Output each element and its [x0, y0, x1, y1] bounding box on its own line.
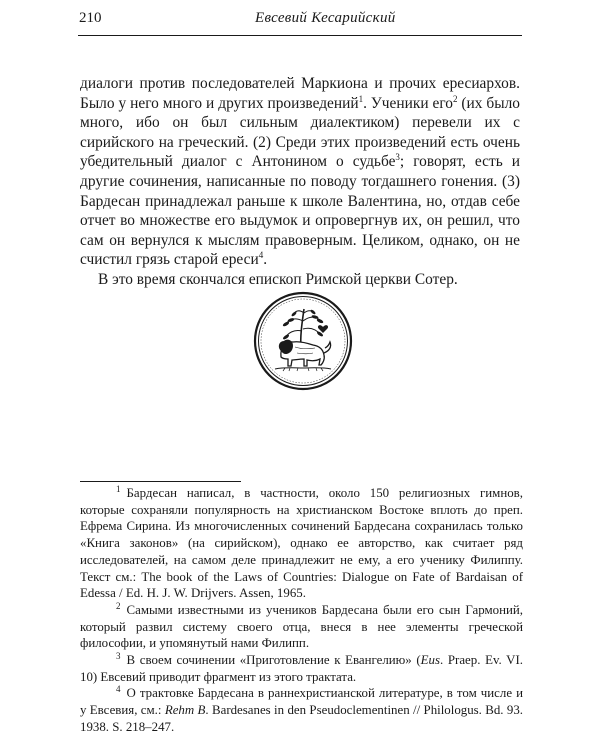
page-number: 210	[79, 10, 102, 26]
paragraph-1: диалоги против последователей Маркиона и прочих ересиархов. Было у него много и других произведений$^1$. Ученики его$^2$ (их было много, ибо он был сильным диалектиком) перевели их с сирийского на греческий. (2) Среди этих произведений есть очень убедительный диалог с Антонином о судьбе$^3$; говорят, есть и другие сочинения, написанные по поводу тогдашнего гонения. (3) Бардесан принадлежал раньше к школе Валентина, но, отдав себе отчет во множестве его выдумок и опровергнув их, он решил, что сам он вернулся к мыслям правоверным. Целиком, однако, он не счистил грязь старой ереси$^4$.	[80, 75, 520, 269]
footnote-2: 2 Самыми известными из учеников Бардесана были его сын Гармоний, который развил систему своего отца, внеся в нее элементы греческой философии, и упомянутый нами Филипп.	[80, 600, 523, 651]
footnote-3: 3 В своем сочинении «Приготовление к Евангелию» (Eus. Praep. Ev. VI. 10) Евсевий приводит фрагмент из этого трактата.	[80, 650, 523, 684]
footnotes	[80, 485, 523, 736]
footnote-ref-2[interactable]: 2	[452, 93, 458, 104]
lion-emblem-icon	[253, 291, 353, 391]
paragraph-2: В это время скончался епископ Римской церкви Сотер.	[98, 270, 458, 288]
header-rule	[78, 35, 522, 36]
running-title: Евсевий Кесарийский	[255, 10, 396, 26]
footnote-ref-4[interactable]: 4	[258, 250, 264, 261]
main-text	[80, 74, 520, 290]
footnote-ref-1[interactable]: 1	[358, 93, 364, 104]
footnote-1: 1 Бардесан написал, в частности, около 150 религиозных гимнов, которые сохраняли популярность на христианском Востоке вплоть до преп. Ефрема Сирина. Из многочисленных сочинений Бардесана сохранилась только «Книга законов» (на сирийском), однако ее авторство, как считает ряд исследователей, на самом деле принадлежит не ему, а его ученику Филиппу. Текст см.: The book of the Laws of Countries: Dialogue on Fate of Bardaisan of Edessa / Ed. H. J. W. Drijvers. Assen, 1965.	[80, 483, 523, 601]
footnote-4: 4 О трактовке Бардесана в раннехристианской литературе, в том числе и у Евсевия, см.: Rehm B. Bardesanes in den Pseudoclementinen // Philologus. Bd. 93. 1938. S. 218–247.	[80, 684, 523, 734]
footnote-rule	[80, 481, 241, 482]
footnote-ref-3[interactable]: 3	[395, 152, 400, 163]
